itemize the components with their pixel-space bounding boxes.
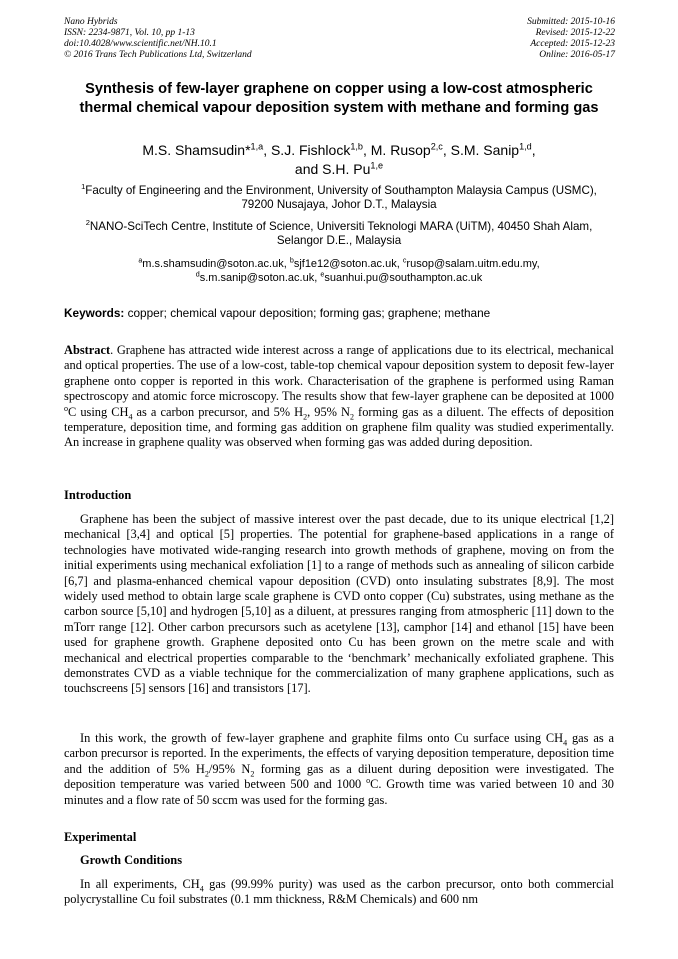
abstract: Abstract. Graphene has attracted wide interest across a range of applications due to its electrical, mechanical and optical properties. The use of a low-cost, table-top chemical vapour deposition system to deposit few-layer graphene onto copper is reported in this work. Characterisation of the graphene is performed using Raman spectroscopy and atomic force microscopy. The results show that few-layer graphene can be deposited at 1000 $^o$C using $CH_4$ as a carbon precursor, and 5% $H_2$, 95% $N_2$ forming gas as a diluent. The effects of deposition temperature, deposition time, and forming gas addition on graphene film quality was studied experimentally. An increase in graphene quality was observed when forming gas was added during deposition. — [64, 343, 614, 450]
author-affiliation-mark: 2,c — [430, 141, 443, 152]
author: M. Rusop$^{2,c}$, — [370, 141, 451, 158]
keywords-text: copper; chemical vapour deposition; forming gas; graphene; methane — [124, 306, 491, 320]
journal-copyright: © 2016 Trans Tech Publications Ltd, Switzerland — [64, 50, 252, 60]
email-link[interactable]: sjf1e12@soton.ac.uk — [293, 258, 397, 270]
abstract-label: Abstract — [64, 343, 111, 357]
email: $^a$m.s.shamsudin@soton.ac.uk, — [138, 256, 290, 270]
author: S.M. Sanip$^{1,d}$, — [450, 141, 536, 158]
introduction-paragraph: Graphene has been the subject of massive interest over the past decade, due to its unique electrical [1,2] mechanical [3,4] and optical [5] properties. The potential for graphene-based applications in a range of technologies have motivated wide-ranging research into growth methods of graphene, moving on from the initial experiments using mechanical exfoliation [1] to a range of methods such as annealing of silicon carbide [6,7] and plasma-enhanced chemical vapour deposition (CVD) onto insulating substrates [8,9]. The most widely used method to obtain large scale graphene is CVD onto copper (Cu) substrates, using methane as the carbon source [5,10] and hydrogen [5,10] as a diluent, at pressures ranging from atmospheric [11] down to the mTorr range [12]. Other carbon precursors such as acetylene [13], camphor [14] and ethanol [15] have been used for graphene growth. Graphene deposited onto Cu has been grown on the metre scale and with mechanical and electrical properties comparable to the ‘benchmark’ mechanically exfoliated graphene. This demonstrates CVD as a viable technique for the commercialization of many graphene applications, such as touchscreens [5] sensors [16] and transistors [17]. — [64, 512, 614, 696]
email-list — [80, 257, 598, 285]
publication-dates — [527, 17, 615, 61]
email-link[interactable]: suanhui.pu@southampton.ac.uk — [324, 272, 483, 285]
date-submitted: Submitted: 2015-10-16 — [527, 17, 615, 27]
email-link[interactable]: rusop@salam.uitm.edu.my — [406, 258, 537, 270]
author-affiliation-mark: 1,a — [250, 141, 264, 152]
author — [295, 161, 383, 177]
author-affiliation-mark: 1,d — [519, 141, 532, 152]
journal-issn: ISSN: 2234-9871, Vol. 10, pp 1-13 — [64, 28, 195, 38]
keywords-label: Keywords: — [64, 306, 125, 320]
email: $^e$suanhui.pu@southampton.ac.uk — [320, 270, 483, 285]
email: $^b$sjf1e12@soton.ac.uk, — [289, 256, 403, 270]
author-name: S.J. Fishlock — [270, 142, 351, 158]
keywords — [64, 306, 619, 321]
section-heading-experimental: Experimental — [64, 830, 137, 844]
journal-name: Nano Hybrids — [64, 17, 118, 27]
section-heading-introduction: Introduction — [64, 488, 132, 502]
affiliation-text: Faculty of Engineering and the Environment, University of Southampton Malaysia Campus (USMC), 79200 Nusajaya, Johor D.T., Malaysia — [85, 184, 597, 212]
date-online: Online: 2016-05-17 — [539, 50, 615, 60]
introduction-paragraph: In this work, the growth of few-layer graphene and graphite films onto Cu surface using $CH_4$ gas as a carbon precursor is reported. In the experiments, the effects of varying deposition temperature, deposition time and the addition of 5% $H_2/95\%$ $N_2$ forming gas as a diluent during deposition were investigated. The deposition temperature was varied between 500 and 1000 $^o$C. Growth time was varied between 10 and 30 minutes and a flow rate of 50 sccm was used for the forming gas. — [64, 731, 615, 807]
author-affiliation-mark: 1,e — [370, 159, 384, 170]
paper-title: Synthesis of few-layer graphene on copper using a low-cost atmospheric thermal chemical vapour deposition system with methane and forming gas — [79, 81, 599, 116]
email-link[interactable]: m.s.shamsudin@soton.ac.uk — [142, 258, 284, 270]
author-name: and S.H. Pu — [294, 160, 371, 177]
author-name: S.M. Sanip — [450, 142, 520, 158]
subsection-heading-growth-conditions: Growth Conditions — [80, 853, 183, 867]
affiliation-mark: 2 — [85, 218, 90, 228]
affiliation — [80, 220, 598, 248]
author-name: M. Rusop — [370, 142, 431, 158]
author-affiliation-mark: 1,b — [350, 141, 363, 152]
journal-info — [64, 17, 252, 61]
journal-doi: doi:10.4028/www.scientific.net/NH.10.1 — [64, 39, 217, 49]
affiliation-mark: 1 — [81, 182, 86, 192]
email-link[interactable]: s.m.sanip@soton.ac.uk — [199, 272, 315, 285]
date-revised: Revised: 2015-12-22 — [535, 28, 615, 38]
email: $^d$s.m.sanip@soton.ac.uk, — [195, 270, 321, 285]
author-name: M.S. Shamsudin* — [142, 142, 251, 158]
experimental-paragraph: In all experiments, $CH_4$ gas (99.99% purity) was used as the carbon precursor, onto both commercial polycrystalline Cu foil substrates (0.1 mm thickness, R&M Chemicals) and 600 nm — [64, 877, 614, 907]
author-list — [70, 141, 608, 178]
author: M.S. Shamsudin*$^{1,a}$, — [142, 141, 271, 158]
affiliation-text: NANO-SciTech Centre, Institute of Science, Universiti Teknologi MARA (UiTM), 40450 Shah Alam, Selangor D.E., Malaysia — [89, 220, 593, 248]
author: S.J. Fishlock$^{1,b}$, — [270, 141, 371, 158]
date-accepted: Accepted: 2015-12-23 — [530, 39, 615, 49]
affiliation — [80, 184, 598, 212]
email: $^c$rusop@salam.uitm.edu.my, — [402, 256, 540, 270]
